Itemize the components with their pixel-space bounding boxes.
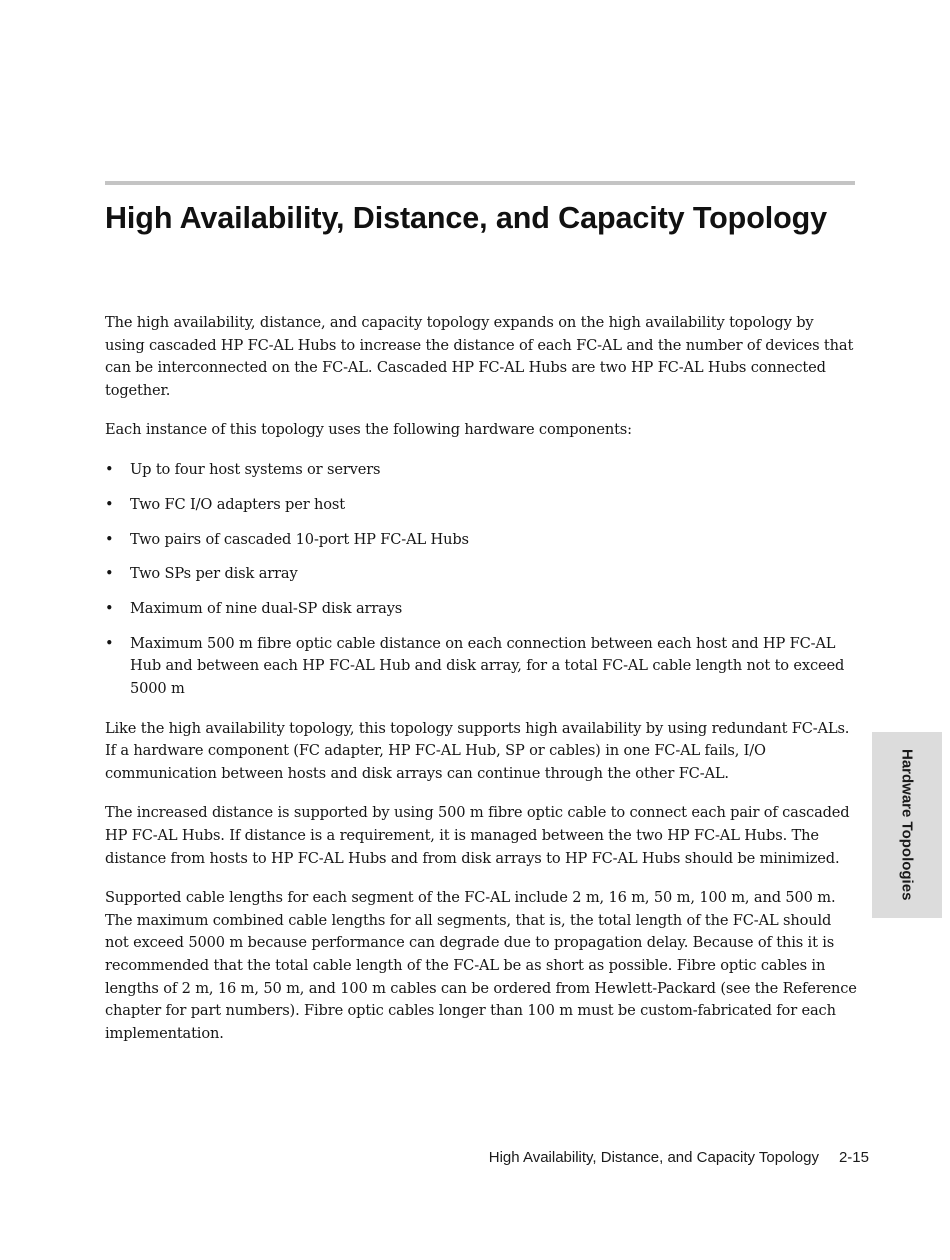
body-content	[105, 312, 857, 1062]
list-item-text: Two pairs of cascaded 10-port HP FC-AL Hubs	[130, 530, 469, 548]
header-rule	[105, 181, 855, 185]
bullet-icon: •	[105, 565, 114, 583]
bullet-icon: •	[105, 530, 114, 548]
list-item	[105, 598, 857, 621]
list-item-text: Two FC I/O adapters per host	[130, 495, 345, 513]
list-item-text: Maximum 500 m fibre optic cable distance on each connection between each host and HP FC-AL Hub and between each HP FC-AL Hub and disk array, for a total FC-AL cable length not to exceed 5000 m	[130, 634, 845, 698]
list-item-text: Two SPs per disk array	[130, 565, 298, 583]
list-item-text: Maximum of nine dual-SP disk arrays	[130, 600, 403, 618]
bullet-icon: •	[105, 460, 114, 478]
footer-title: High Availability, Distance, and Capacity Topology	[488, 1149, 819, 1166]
bullet-icon: •	[105, 600, 114, 618]
chapter-side-tab	[872, 732, 942, 918]
distance-paragraph: The increased distance is supported by using 500 m fibre optic cable to connect each pair of cascaded HP FC-AL Hubs. If distance is a requirement, it is managed between the two HP FC-AL Hubs. The distance from hosts to HP FC-AL Hubs and from disk arrays to HP FC-AL Hubs should be minimized.	[105, 804, 850, 867]
list-item	[105, 563, 857, 586]
list-item	[105, 459, 857, 482]
intro-paragraph: The high availability, distance, and capacity topology expands on the high availability topology by using cascaded HP FC-AL Hubs to increase the distance of each FC-AL and the number of devices that can be interconnected on the FC-AL. Cascaded HP FC-AL Hubs are two HP FC-AL Hubs connected together.	[105, 314, 854, 399]
page-number: 2-15	[838, 1149, 869, 1166]
redundancy-paragraph: Like the high availability topology, this topology supports high availability by using redundant FC-ALs. If a hardware component (FC adapter, HP FC-AL Hub, SP or cables) in one FC-AL fails, I/O communication between hosts and disk arrays can continue through the other FC-AL.	[105, 719, 850, 782]
chapter-tab-label: Hardware Topologies	[898, 749, 916, 901]
list-item	[105, 633, 857, 701]
cable-lengths-paragraph: Supported cable lengths for each segment of the FC-AL include 2 m, 16 m, 50 m, 100 m, and 500 m. The maximum combined cable lengths for all segments, that is, the total length of the FC-AL should not exceed 5000 m because performance can degrade due to propagation delay. Because of this it is recommended that the total cable length of the FC-AL be as short as possible. Fibre optic cables in lengths of 2 m, 16 m, 50 m, and 100 m cables can be ordered from Hewlett-Packard (see the Reference chapter for part numbers). Fibre optic cables longer than 100 m must be custom-fabricated for each implementation.	[105, 889, 857, 1042]
list-item	[105, 494, 857, 517]
page-title: High Availability, Distance, and Capacity Topology	[105, 201, 828, 235]
bullet-icon: •	[105, 634, 114, 652]
components-intro-paragraph: Each instance of this topology uses the following hardware components:	[105, 421, 632, 439]
list-item	[105, 529, 857, 552]
bullet-icon: •	[105, 495, 114, 513]
page-footer	[489, 1148, 869, 1168]
component-list	[105, 459, 857, 701]
list-item-text: Up to four host systems or servers	[130, 460, 381, 478]
